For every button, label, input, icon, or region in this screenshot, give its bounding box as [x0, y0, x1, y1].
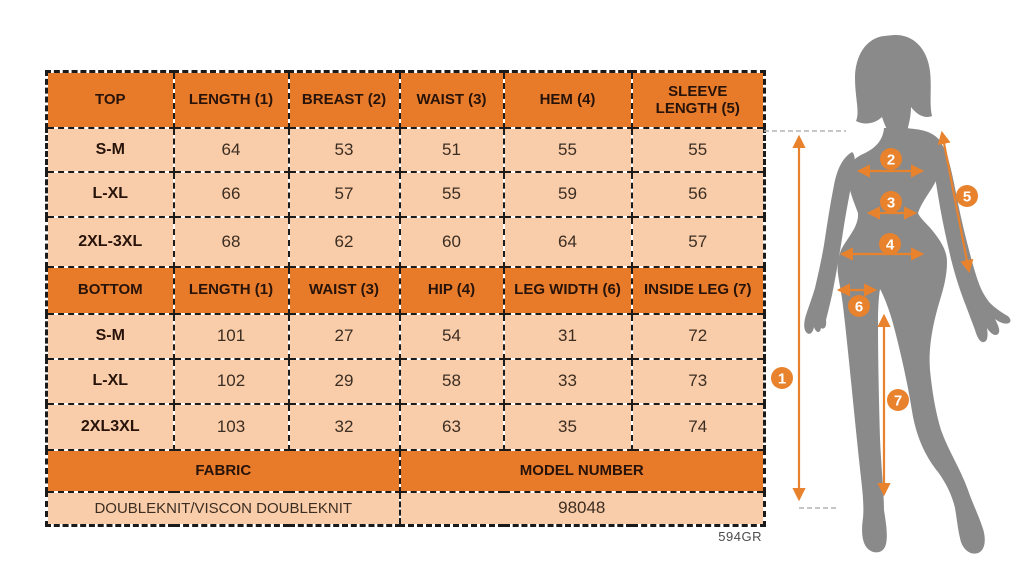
header-cell-bottom: BOTTOM: [47, 267, 174, 314]
value-cell: 27: [289, 314, 400, 359]
header-cell-breast: BREAST (2): [289, 72, 400, 128]
value-cell: 68: [174, 217, 289, 267]
marker-6: [848, 295, 870, 317]
value-cell: 59: [504, 172, 632, 217]
marker-5-label: 5: [962, 188, 972, 206]
value-cell: 60: [400, 217, 504, 267]
model-number-value-cell: 98048: [400, 492, 765, 526]
header-cell-hip: HIP (4): [400, 267, 504, 314]
value-cell: 102: [174, 359, 289, 404]
header-cell-length: LENGTH (1): [174, 72, 289, 128]
marker-4-label: 4: [885, 236, 895, 254]
value-cell: 64: [174, 128, 289, 172]
value-cell: 57: [632, 217, 765, 267]
size-cell: L-XL: [47, 359, 174, 404]
value-cell: 55: [632, 128, 765, 172]
value-cell: 57: [289, 172, 400, 217]
marker-2-label: 2: [886, 151, 896, 169]
value-cell: 72: [632, 314, 765, 359]
silhouette-right-arm: [927, 134, 1010, 342]
value-cell: 66: [174, 172, 289, 217]
value-cell: 74: [632, 404, 765, 450]
value-cell: 101: [174, 314, 289, 359]
header-cell-inside-leg: INSIDE LEG (7): [632, 267, 765, 314]
value-cell: 62: [289, 217, 400, 267]
header-cell-waist: WAIST (3): [289, 267, 400, 314]
fabric-header-cell: FABRIC: [47, 450, 400, 492]
size-cell: 2XL3XL: [47, 404, 174, 450]
marker-3: [880, 191, 902, 213]
value-cell: 29: [289, 359, 400, 404]
value-cell: 73: [632, 359, 765, 404]
value-cell: 51: [400, 128, 504, 172]
silhouette-head: [855, 35, 932, 131]
value-cell: 64: [504, 217, 632, 267]
value-cell: 103: [174, 404, 289, 450]
value-cell: 58: [400, 359, 504, 404]
fabric-value-cell: DOUBLEKNIT/VISCON DOUBLEKNIT: [47, 492, 400, 526]
marker-4: [879, 233, 901, 255]
value-cell: 53: [289, 128, 400, 172]
marker-5: [956, 185, 978, 207]
value-cell: 54: [400, 314, 504, 359]
size-cell: S-M: [47, 314, 174, 359]
header-cell-length: LENGTH (1): [174, 267, 289, 314]
header-cell-leg-width: LEG WIDTH (6): [504, 267, 632, 314]
size-cell: 2XL-3XL: [47, 217, 174, 267]
marker-2: [880, 148, 902, 170]
size-cell: L-XL: [47, 172, 174, 217]
value-cell: 33: [504, 359, 632, 404]
model-number-header-cell: MODEL NUMBER: [400, 450, 765, 492]
grammage-note: 594GR: [718, 529, 762, 544]
woman-silhouette: [804, 35, 1010, 554]
marker-6-label: 6: [854, 298, 864, 316]
value-cell: 31: [504, 314, 632, 359]
marker-1-label: 1: [777, 370, 787, 388]
size-cell: S-M: [47, 128, 174, 172]
value-cell: 35: [504, 404, 632, 450]
header-cell-top: TOP: [47, 72, 174, 128]
marker-1: [771, 367, 793, 389]
value-cell: 55: [400, 172, 504, 217]
marker-3-label: 3: [886, 194, 896, 212]
marker-7-label: 7: [893, 392, 903, 410]
header-cell-hem: HEM (4): [504, 72, 632, 128]
header-cell-waist: WAIST (3): [400, 72, 504, 128]
value-cell: 32: [289, 404, 400, 450]
marker-7: [887, 389, 909, 411]
value-cell: 56: [632, 172, 765, 217]
header-cell-sleeve-length: SLEEVE LENGTH (5): [632, 72, 765, 128]
value-cell: 55: [504, 128, 632, 172]
value-cell: 63: [400, 404, 504, 450]
